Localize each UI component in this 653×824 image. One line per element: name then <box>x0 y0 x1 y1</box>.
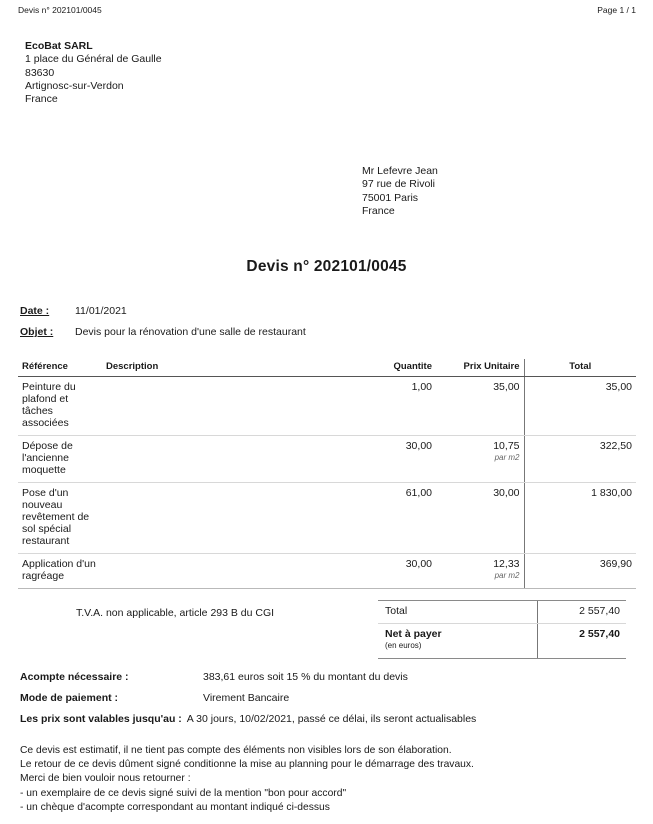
deposit-value: 383,61 euros soit 15 % du montant du devis <box>203 671 408 683</box>
footer-line-1: Ce devis est estimatif, il ne tient pas compte des éléments non visibles lors de son élaboration. <box>20 745 452 756</box>
table-row <box>18 377 636 436</box>
cell-quantity: 1,00 <box>358 377 436 436</box>
payment-terms <box>20 671 640 734</box>
cell-total: 35,00 <box>524 377 636 436</box>
object-value: Devis pour la rénovation d'une salle de restaurant <box>75 326 306 338</box>
page-header <box>18 5 636 15</box>
cell-description <box>102 483 358 554</box>
total-label: Total <box>378 601 538 623</box>
cell-reference: Application d'un ragréage <box>18 554 102 589</box>
sender-address-block <box>25 40 162 106</box>
deposit-label: Acompte nécessaire : <box>20 671 129 683</box>
net-payable-label <box>378 624 538 658</box>
terms-row-payment-method <box>20 692 640 704</box>
cell-unit-price: 30,00 <box>436 483 524 554</box>
terms-row-validity <box>20 713 640 725</box>
line-items-table <box>18 359 636 589</box>
net-payable-label-text: Net à payer <box>385 628 442 640</box>
cell-quantity: 30,00 <box>358 554 436 589</box>
net-payable-currency-note: (en euros) <box>385 641 422 650</box>
column-header-quantity: Quantite <box>358 359 436 377</box>
terms-row-deposit <box>20 671 640 683</box>
cell-description <box>102 377 358 436</box>
object-label: Objet : <box>20 326 54 338</box>
table-row <box>18 436 636 483</box>
recipient-street: 97 rue de Rivoli <box>362 178 435 191</box>
cell-total: 1 830,00 <box>524 483 636 554</box>
column-header-description: Description <box>102 359 358 377</box>
table-header-row <box>18 359 636 377</box>
date-value: 11/01/2021 <box>75 305 127 317</box>
cell-total: 322,50 <box>524 436 636 483</box>
recipient-city: 75001 Paris <box>362 191 419 204</box>
vat-exemption-note: T.V.A. non applicable, article 293 B du CGI <box>76 607 275 619</box>
sender-city: Artignosc-sur-Verdon <box>25 79 124 92</box>
column-header-reference: Référence <box>18 359 102 377</box>
sender-street: 1 place du Général de Gaulle <box>25 53 162 66</box>
cell-reference: Pose d'un nouveau revêtement de sol spécial restaurant <box>18 483 102 554</box>
cell-unit-price-note: par m2 <box>494 571 520 580</box>
cell-unit-price-note: par m2 <box>494 453 520 462</box>
footer-note <box>20 744 640 815</box>
totals-row-net-payable <box>378 624 626 658</box>
cell-description <box>102 554 358 589</box>
document-title: Devis n° 202101/0045 <box>246 258 407 275</box>
total-value: 2 557,40 <box>579 605 620 617</box>
meta-row-date <box>20 305 306 317</box>
cell-reference: Dépose de l'ancienne moquette <box>18 436 102 483</box>
recipient-address-block <box>362 165 438 218</box>
cell-unit-price: 12,33 par m2 <box>436 554 524 589</box>
footer-line-3: Merci de bien vouloir nous retourner : <box>20 773 191 785</box>
cell-unit-price: 10,75 par m2 <box>436 436 524 483</box>
cell-quantity: 61,00 <box>358 483 436 554</box>
footer-line-2: Le retour de ce devis dûment signé conditionne la mise au planning pour le démarrage des travaux. <box>20 759 474 771</box>
table-row <box>18 554 636 589</box>
net-payable-value: 2 557,40 <box>579 628 620 640</box>
validity-label: Les prix sont valables jusqu'au : <box>20 713 182 725</box>
payment-method-label: Mode de paiement : <box>20 692 119 704</box>
sender-postal-code: 83630 <box>25 66 55 79</box>
footer-line-4: - un exemplaire de ce devis signé suivi de la mention "bon pour accord" <box>20 787 347 799</box>
line-items-body <box>18 377 636 589</box>
column-header-unit-price: Prix Unitaire <box>436 359 524 377</box>
header-document-reference: Devis n° 202101/0045 <box>18 5 102 15</box>
totals-row-total <box>378 601 626 624</box>
payment-method-value: Virement Bancaire <box>203 692 290 704</box>
cell-total: 369,90 <box>524 554 636 589</box>
cell-quantity: 30,00 <box>358 436 436 483</box>
totals-area <box>18 600 636 659</box>
totals-box <box>378 600 626 659</box>
cell-description <box>102 436 358 483</box>
validity-value: A 30 jours, 10/02/2021, passé ce délai, ils seront actualisables <box>186 713 477 725</box>
recipient-name: Mr Lefevre Jean <box>362 165 438 177</box>
column-header-total: Total <box>524 359 636 377</box>
sender-country: France <box>25 93 58 106</box>
meta-row-object <box>20 326 306 338</box>
table-row <box>18 483 636 554</box>
recipient-country: France <box>362 204 395 217</box>
date-label: Date : <box>20 305 50 317</box>
footer-line-5: - un chèque d'acompte correspondant au montant indiqué ci-dessus <box>20 801 330 813</box>
document-meta <box>20 305 306 347</box>
header-page-indicator: Page 1 / 1 <box>597 5 636 15</box>
cell-reference: Peinture du plafond et tâches associées <box>18 377 102 436</box>
sender-company-name: EcoBat SARL <box>25 40 93 52</box>
cell-unit-price: 35,00 <box>436 377 524 436</box>
